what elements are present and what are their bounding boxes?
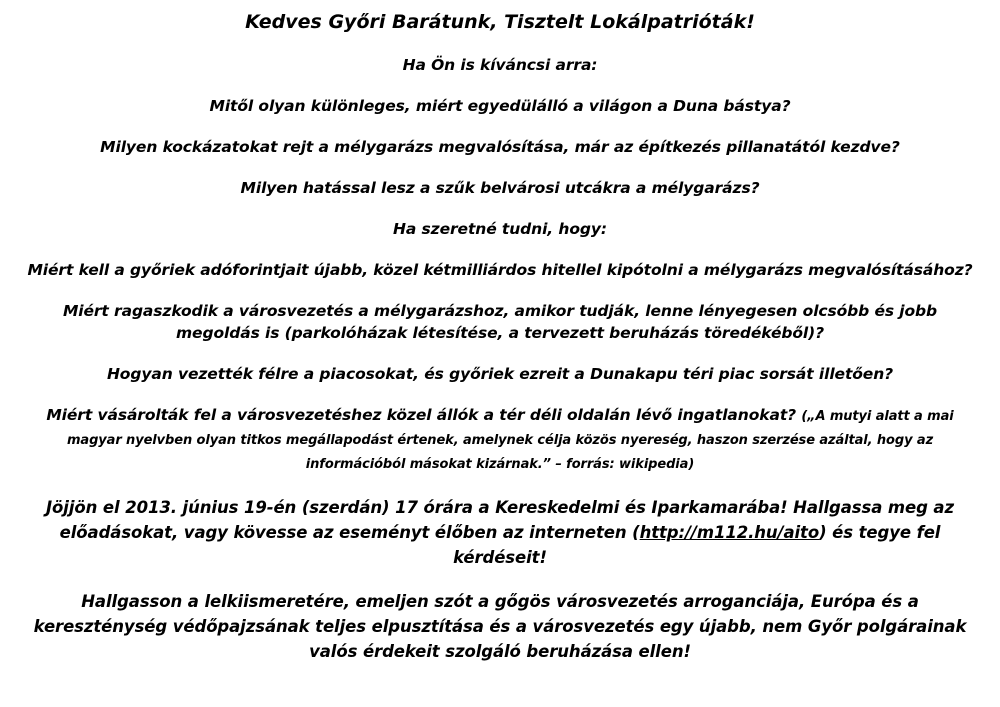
question-streets: Milyen hatással lesz a szűk belvárosi utcákra a mélygarázs? [240, 179, 760, 197]
question-duna-bastya: Mitől olyan különleges, miért egyedülálló a világon a Duna bástya? [209, 97, 791, 115]
event-invitation [22, 495, 978, 570]
greeting-title: Kedves Győri Barátunk, Tisztelt Lokálpatrióták! [245, 11, 755, 33]
intro-want-to-know: Ha szeretné tudni, hogy: [393, 220, 607, 238]
question-properties [22, 404, 978, 476]
wikipedia-quote: („A mutyi alatt a mai magyar nyelvben olyan titkos megállapodást értenek, amelynek célja közös nyereség, haszon szerzése azáltal, hogy az információból másokat kizárnak.” – forrás: wikipedia) [66, 409, 954, 472]
question-properties-main: Miért vásárolták fel a városvezetéshez közel állók a tér déli oldalán lévő ingatlanokat? [46, 406, 797, 424]
question-tax-money: Miért kell a győriek adóforintjait újabb, közel kétmilliárdos hitellel kipótolni a mélygarázs megvalósításához? [27, 261, 973, 279]
question-market: Hogyan vezették félre a piacosokat, és győriek ezreit a Dunakapu téri piac sorsát illetően? [106, 365, 894, 383]
closing-appeal: Hallgasson a lelkiismeretére, emeljen szót a gőgös városvezetés arroganciája, Európa és a kereszténység védőpajzsának teljes elpusztítása és a városvezetés egy újabb, nem Győr polgárainak valós érdekeit szolgáló beruházása ellen! [33, 592, 967, 661]
invitation-text-end: ) és tegye fel kérdéseit! [453, 523, 941, 567]
stream-link[interactable]: http://m112.hu/aito [639, 523, 820, 542]
question-risks: Milyen kockázatokat rejt a mélygarázs megvalósítása, már az építkezés pillanatától kezdve? [100, 138, 900, 156]
question-city-leadership: Miért ragaszkodik a városvezetés a mélygarázshoz, amikor tudják, lenne lényegesen olcsóbb és jobb megoldás is (parkolóházak létesítése, a tervezett beruházás töredékéből)? [62, 302, 938, 342]
intro-question: Ha Ön is kíváncsi arra: [402, 56, 598, 74]
invitation-text-start: Jöjjön el 2013. június 19-én (szerdán) 17 órára a Kereskedelmi és Iparkamarába! Hallgassa meg az előadásokat, vagy kövesse az eseményt élőben az interneten ( [46, 498, 954, 542]
